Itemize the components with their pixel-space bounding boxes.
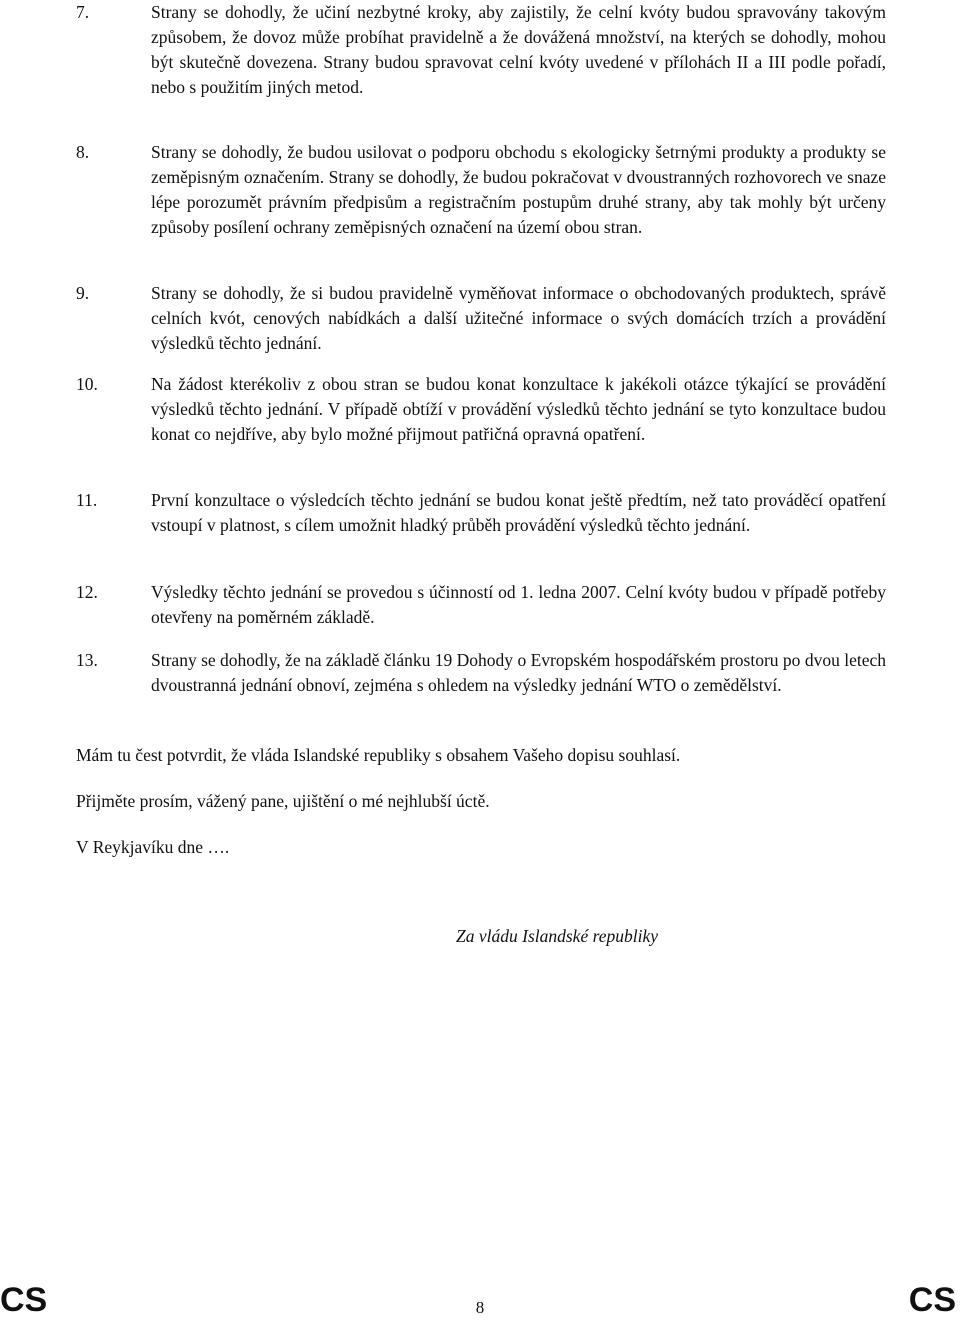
regards-paragraph: Přijměte prosím, vážený pane, ujištění o mé nejhlubší úctě. <box>76 791 490 811</box>
list-item-number: 13. <box>76 650 98 670</box>
signature-line: Za vládu Islandské republiky <box>456 926 659 946</box>
list-item-text: Strany se dohodly, že budou usilovat o podporu obchodu s ekologicky šetrnými produkty a produkty se zeměpisným označením. Strany se dohodly, že budou pokračovat v dvoustranných rozhovorech ve snaze lépe porozumět právním předpisům a registračním postupům druhé strany, aby tak mohly být určeny způsoby posílení ochrany zeměpisných označení na území obou stran. <box>151 142 886 237</box>
list-item-number: 7. <box>76 2 90 22</box>
list-item-10 <box>76 372 886 447</box>
place-date-line: V Reykjavíku dne …. <box>76 837 230 857</box>
list-item-9 <box>76 281 886 356</box>
list-item-number: 11. <box>76 490 98 510</box>
list-item-8 <box>76 140 886 240</box>
list-item-text: Strany se dohodly, že učiní nezbytné kroky, aby zajistily, že celní kvóty budou spravovány takovým způsobem, že dovoz může probíhat pravidelně a že dovážená množství, na kterých se dohodly, mohou být skutečně dovezena. Strany budou spravovat celní kvóty uvedené v přílohách II a III podle pořadí, nebo s použitím jiných metod. <box>151 2 886 97</box>
footer-language-code-left: CS <box>0 1281 48 1319</box>
list-item-text: Strany se dohodly, že si budou pravidelně vyměňovat informace o obchodovaných produktech, správě celních kvót, cenových nabídkách a další užitečné informace o svých domácích trzích a provádění výsledků těchto jednání. <box>151 283 886 353</box>
footer-language-code-right: CS <box>908 1281 956 1319</box>
list-item-text: Strany se dohodly, že na základě článku 19 Dohody o Evropském hospodářském prostoru po dvou letech dvoustranná jednání obnoví, zejména s ohledem na výsledky jednání WTO o zemědělství. <box>151 650 886 695</box>
list-item-number: 10. <box>76 374 98 394</box>
list-item-7 <box>76 0 886 100</box>
list-item-text: Výsledky těchto jednání se provedou s účinností od 1. ledna 2007. Celní kvóty budou v případě potřeby otevřeny na poměrném základě. <box>151 582 886 627</box>
list-item-13 <box>76 648 886 698</box>
page-number: 8 <box>475 1298 485 1317</box>
confirmation-paragraph: Mám tu čest potvrdit, že vláda Islandské republiky s obsahem Vašeho dopisu souhlasí. <box>76 745 681 765</box>
list-item-number: 8. <box>76 142 90 162</box>
list-item-text: Na žádost kterékoliv z obou stran se budou konat konzultace k jakékoli otázce týkající se provádění výsledků těchto jednání. V případě obtíží v provádění výsledků těchto jednání se tyto konzultace budou konat co nejdříve, aby bylo možné přijmout patřičná opravná opatření. <box>151 374 886 444</box>
list-item-number: 12. <box>76 582 98 602</box>
list-item-text: První konzultace o výsledcích těchto jednání se budou konat ještě předtím, než tato prováděcí opatření vstoupí v platnost, s cílem umožnit hladký průběh provádění výsledků těchto jednání. <box>151 490 886 535</box>
list-item-12 <box>76 580 886 630</box>
list-item-11 <box>76 488 886 538</box>
list-item-number: 9. <box>76 283 90 303</box>
